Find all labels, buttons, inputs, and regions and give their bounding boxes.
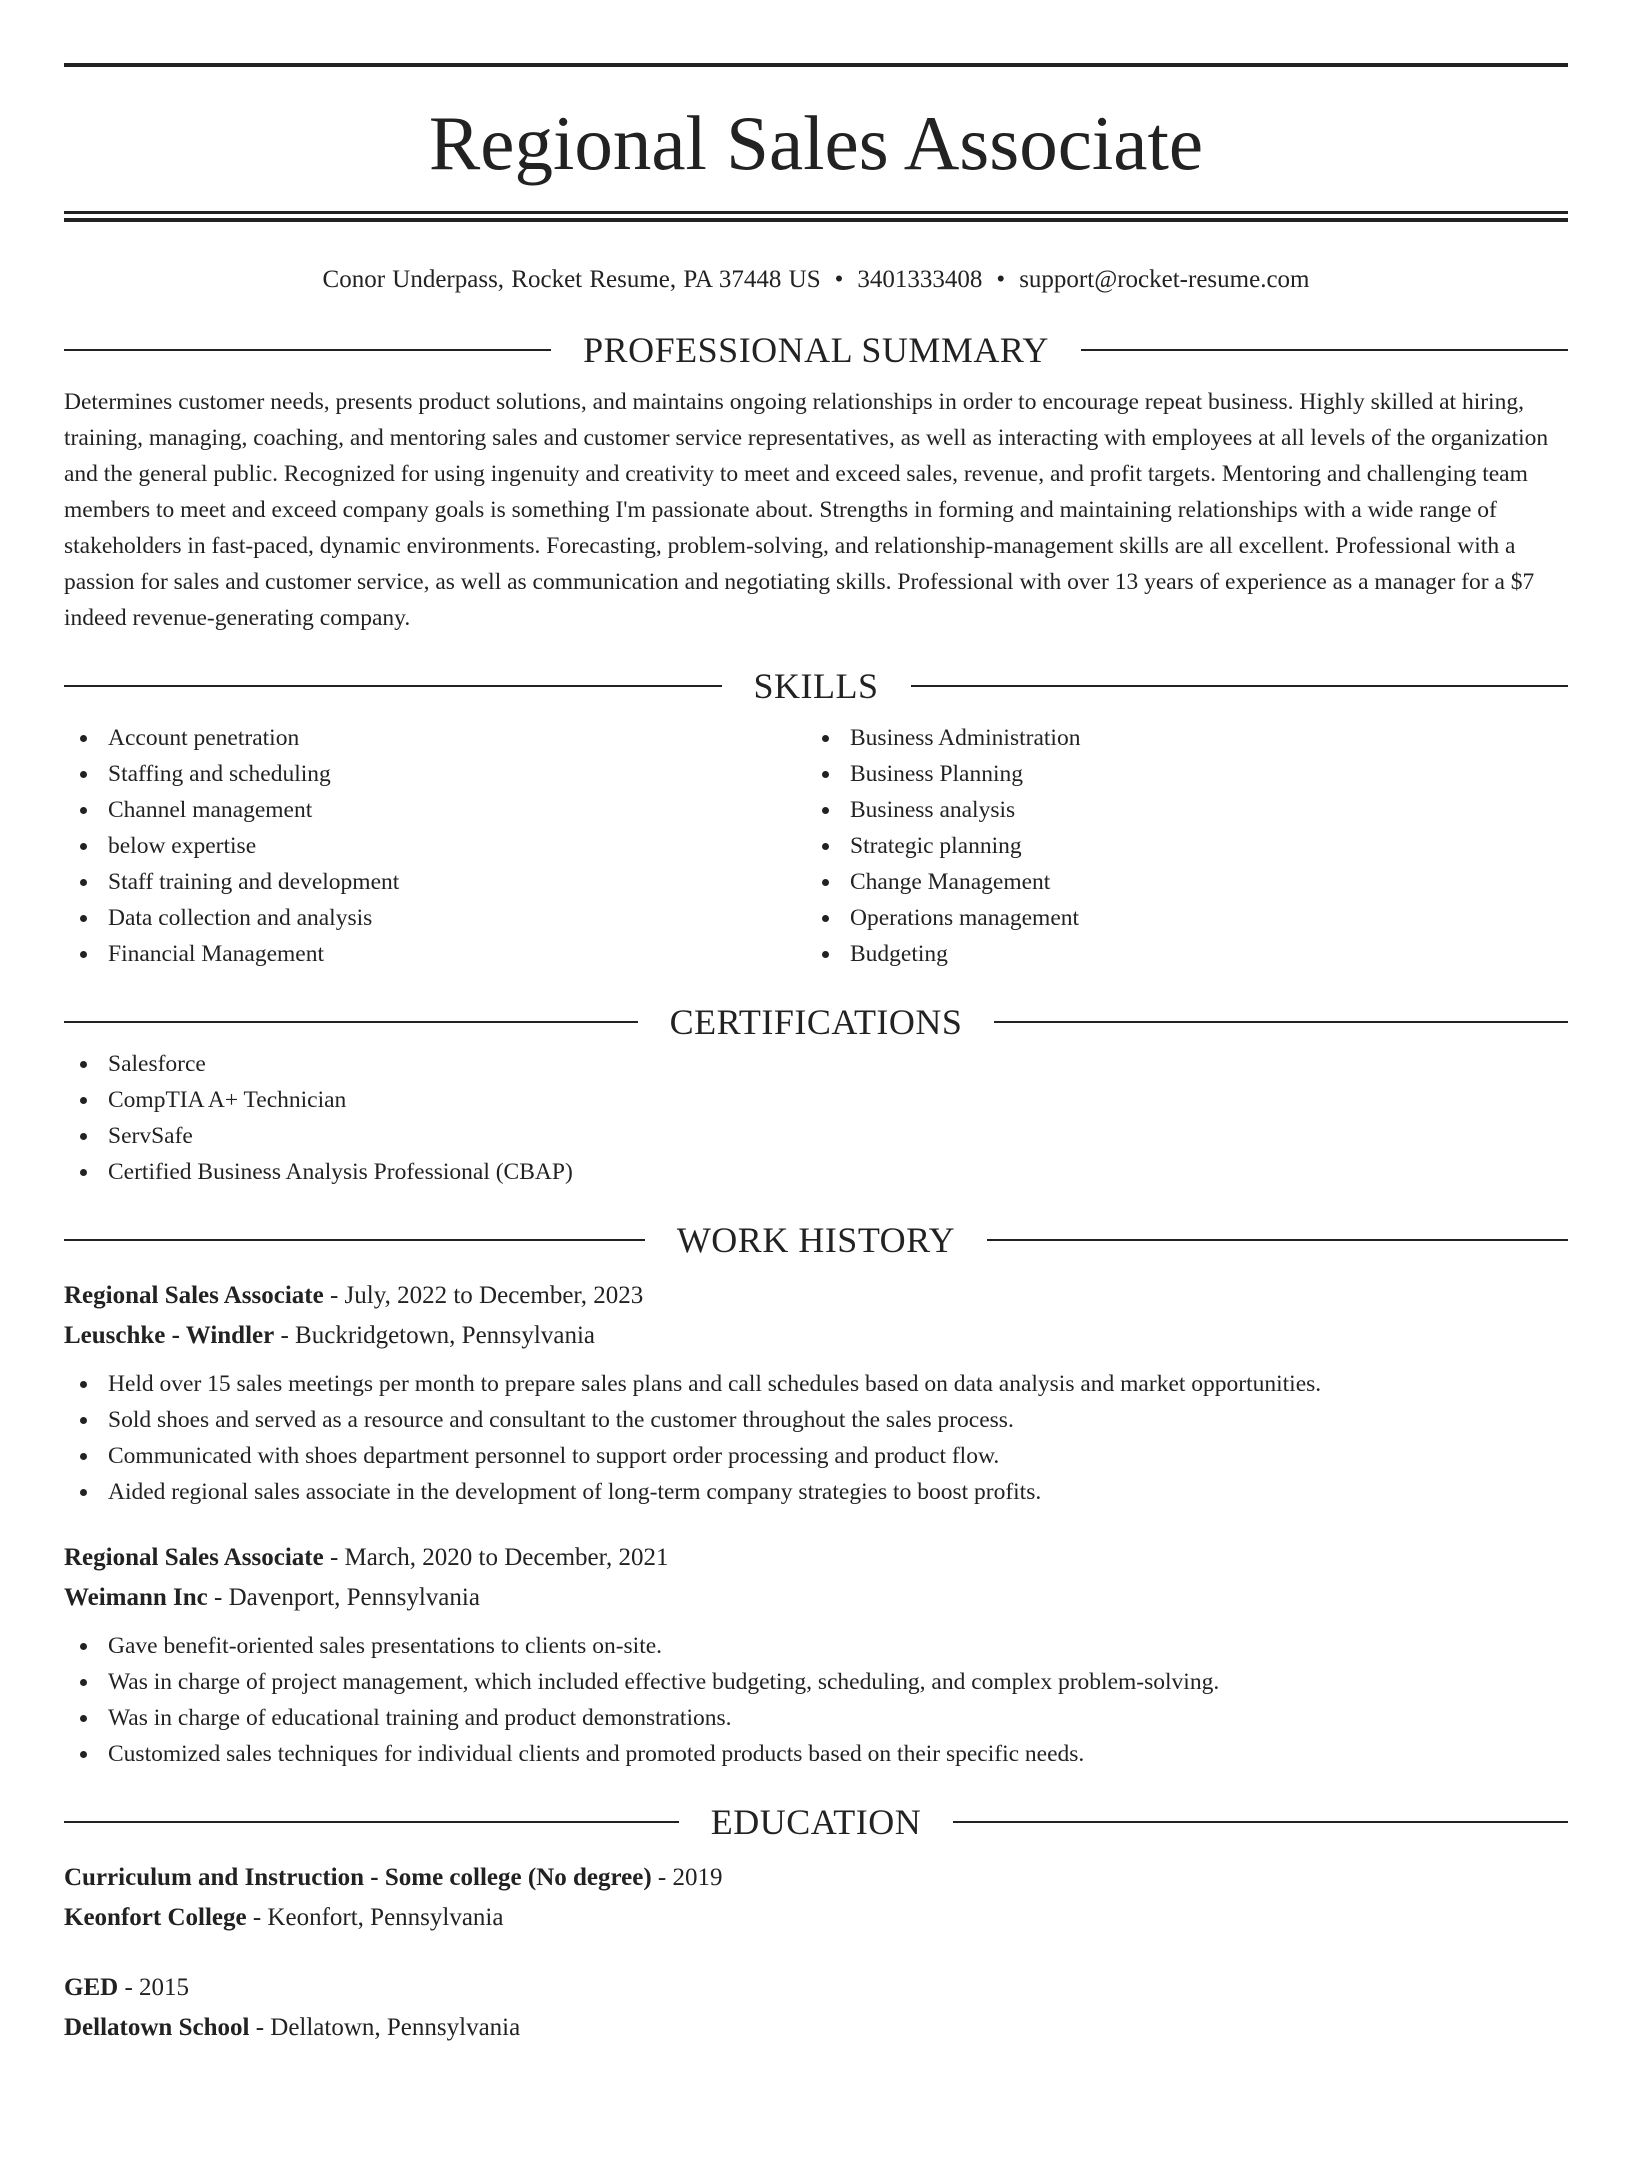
education-year: - 2019	[651, 1864, 723, 1891]
education-school: Keonfort College	[64, 1904, 247, 1931]
contact-line	[64, 260, 1568, 300]
section-title: WORK HISTORY	[676, 1220, 956, 1260]
contact-email: support@rocket-resume.com	[1019, 266, 1310, 293]
list-item: Aided regional sales associate in the development of long-term company strategies to boost profits.	[64, 1474, 1568, 1510]
list-item: Business Administration	[806, 720, 1548, 756]
list-item: Communicated with shoes department personnel to support order processing and product flow.	[64, 1438, 1568, 1474]
education-school: Dellatown School	[64, 2014, 250, 2041]
contact-phone: 3401333408	[857, 266, 983, 293]
certifications-list	[64, 1046, 1568, 1190]
job-location: - Davenport, Pennsylvania	[207, 1584, 480, 1611]
section-heading-work-history	[64, 1216, 1568, 1264]
education-entry	[64, 1858, 1568, 1938]
list-item: Was in charge of educational training and product demonstrations.	[64, 1700, 1568, 1736]
education-location: - Dellatown, Pennsylvania	[249, 2014, 521, 2041]
job-dates: - March, 2020 to December, 2021	[323, 1544, 669, 1571]
section-title: PROFESSIONAL SUMMARY	[583, 330, 1049, 370]
summary-text: Determines customer needs, presents product solutions, and maintains ongoing relationships in order to encourage repeat business. Highly skilled at hiring, training, managing, coaching, and mentoring sales and customer service representatives, as well as interacting with employees at all levels of the organization and the general public. Recognized for using ingenuity and creativity to meet and exceed sales, revenue, and profit targets. Mentoring and challenging team members to meet and exceed company goals is something I'm passionate about. Strengths in forming and maintaining relationships with a wide range of stakeholders in fast-paced, dynamic environments. Forecasting, problem-solving, and relationship-management skills are all excellent. Professional with a passion for sales and customer service, as well as communication and negotiating skills. Professional with over 13 years of experience as a manager for a $7 indeed revenue-generating company.	[64, 389, 1549, 631]
list-item: CompTIA A+ Technician	[64, 1082, 1568, 1118]
top-rule	[64, 63, 1568, 67]
list-item: below expertise	[64, 828, 806, 864]
list-item: Business analysis	[806, 792, 1548, 828]
list-item: Was in charge of project management, which included effective budgeting, scheduling, and complex problem-solving.	[64, 1664, 1568, 1700]
list-item: Budgeting	[806, 936, 1548, 972]
section-title: CERTIFICATIONS	[669, 1002, 963, 1042]
section-heading-skills	[64, 662, 1568, 710]
job-entry	[64, 1538, 1568, 1772]
list-item: Gave benefit-oriented sales presentations to clients on-site.	[64, 1628, 1568, 1664]
list-item: Change Management	[806, 864, 1548, 900]
contact-separator: •	[834, 266, 844, 293]
list-item: Data collection and analysis	[64, 900, 806, 936]
job-duties	[64, 1628, 1568, 1772]
heading-rule	[64, 685, 722, 687]
education-degree: GED	[64, 1974, 119, 2001]
list-item: ServSafe	[64, 1118, 1568, 1154]
section-title: EDUCATION	[710, 1802, 922, 1842]
list-item: Sold shoes and served as a resource and consultant to the customer throughout the sales process.	[64, 1402, 1568, 1438]
list-item: Staffing and scheduling	[64, 756, 806, 792]
contact-address: Conor Underpass, Rocket Resume, PA 37448 US	[322, 266, 821, 293]
skills-left-column	[64, 720, 806, 972]
heading-rule	[64, 1239, 645, 1241]
heading-rule	[64, 1021, 638, 1023]
skills-right-column	[806, 720, 1548, 972]
job-duties	[64, 1366, 1568, 1510]
job-title-line	[64, 1276, 1568, 1316]
heading-rule	[1081, 349, 1568, 351]
job-entry	[64, 1276, 1568, 1510]
education-school-line	[64, 2008, 1568, 2048]
contact-separator: •	[996, 266, 1006, 293]
education-degree: Curriculum and Instruction - Some college (No degree)	[64, 1864, 652, 1891]
job-dates: - July, 2022 to December, 2023	[323, 1282, 644, 1309]
list-item: Account penetration	[64, 720, 806, 756]
skills-grid	[64, 720, 1568, 972]
section-heading-certifications	[64, 998, 1568, 1046]
heading-rule	[987, 1239, 1568, 1241]
page-title: Regional Sales Associate	[428, 100, 1204, 186]
job-company: Weimann Inc	[64, 1584, 208, 1611]
heading-rule	[64, 1821, 679, 1823]
education-degree-line	[64, 1968, 1568, 2008]
heading-rule	[994, 1021, 1568, 1023]
section-heading-summary	[64, 326, 1568, 374]
list-item: Customized sales techniques for individual clients and promoted products based on their specific needs.	[64, 1736, 1568, 1772]
list-item: Strategic planning	[806, 828, 1548, 864]
job-company-line	[64, 1316, 1568, 1356]
list-item: Certified Business Analysis Professional (CBAP)	[64, 1154, 1568, 1190]
section-title: SKILLS	[753, 666, 879, 706]
list-item: Staff training and development	[64, 864, 806, 900]
list-item: Financial Management	[64, 936, 806, 972]
header-double-rule	[64, 211, 1568, 222]
job-title-line	[64, 1538, 1568, 1578]
list-item: Business Planning	[806, 756, 1548, 792]
heading-rule	[911, 685, 1569, 687]
job-company: Leuschke - Windler	[64, 1322, 275, 1349]
list-item: Salesforce	[64, 1046, 1568, 1082]
heading-rule	[64, 349, 551, 351]
section-heading-education	[64, 1798, 1568, 1846]
education-entry	[64, 1968, 1568, 2048]
job-role: Regional Sales Associate	[64, 1282, 324, 1309]
education-degree-line	[64, 1858, 1568, 1898]
job-location: - Buckridgetown, Pennsylvania	[274, 1322, 595, 1349]
job-role: Regional Sales Associate	[64, 1544, 324, 1571]
heading-rule	[953, 1821, 1568, 1823]
list-item: Operations management	[806, 900, 1548, 936]
list-item: Held over 15 sales meetings per month to prepare sales plans and call schedules based on data analysis and market opportunities.	[64, 1366, 1568, 1402]
education-school-line	[64, 1898, 1568, 1938]
education-year: - 2015	[118, 1974, 190, 2001]
job-company-line	[64, 1578, 1568, 1618]
list-item: Channel management	[64, 792, 806, 828]
resume-page	[0, 63, 1632, 2175]
education-location: - Keonfort, Pennsylvania	[246, 1904, 504, 1931]
